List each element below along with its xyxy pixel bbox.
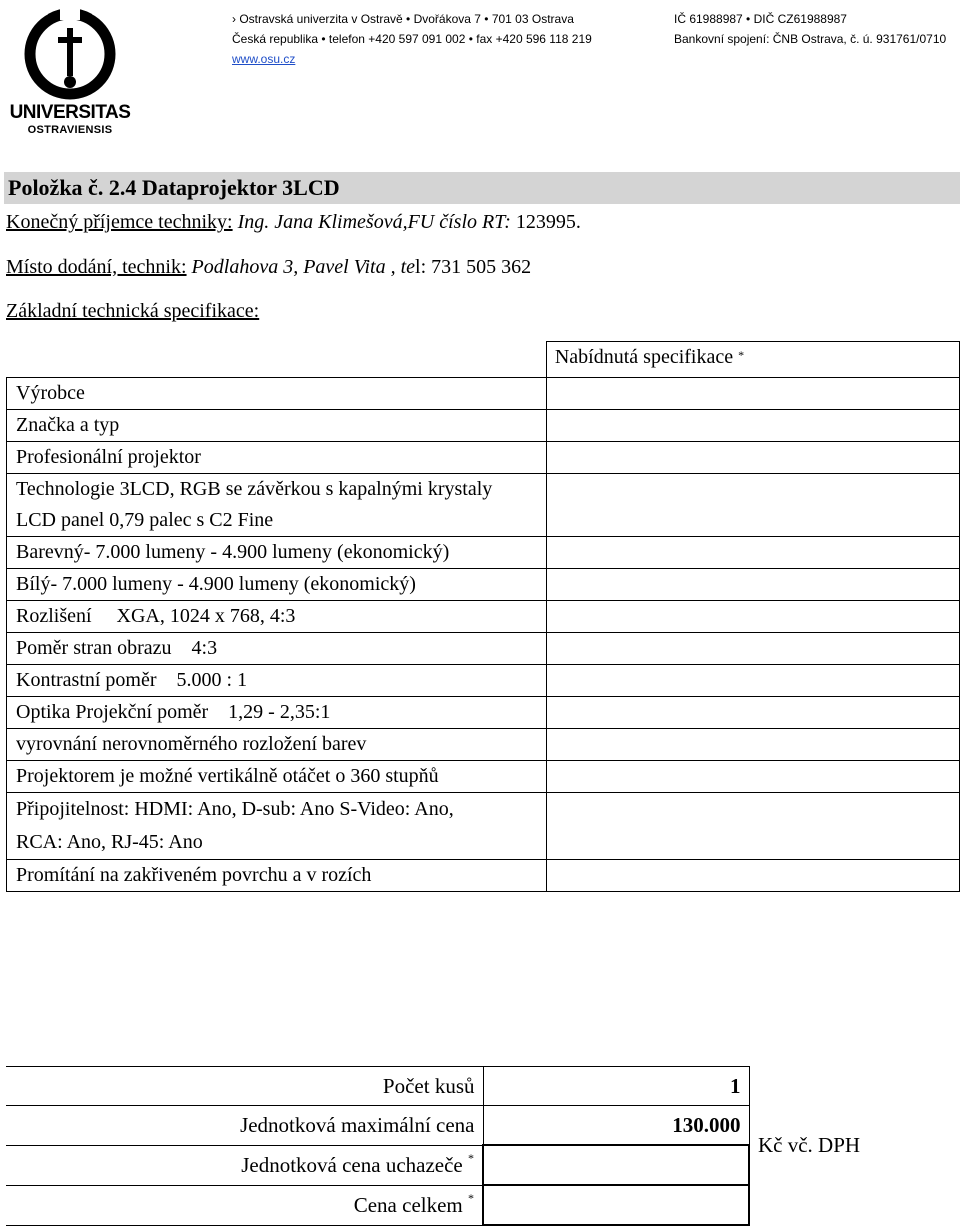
- recipient-label: Konečný příjemce techniky:: [6, 211, 233, 233]
- offered-spec-cell[interactable]: [546, 633, 959, 665]
- spec-row-label: Připojitelnost: HDMI: Ano, D-sub: Ano S-Video: Ano, RCA: Ano, RJ-45: Ano: [7, 793, 547, 860]
- price-table: [6, 1066, 956, 1226]
- university-logo: [8, 6, 132, 138]
- spec-header-blank: [7, 342, 547, 378]
- unit-price-label: Jednotková cena uchazeče *: [6, 1145, 483, 1185]
- offered-spec-cell[interactable]: [546, 665, 959, 697]
- currency-label: Kč vč. DPH: [758, 1132, 861, 1157]
- quantity-label: Počet kusů: [6, 1067, 483, 1106]
- offered-spec-cell[interactable]: [546, 474, 959, 537]
- logo-name: UNIVERSITAS: [9, 102, 131, 123]
- header-address: [232, 9, 592, 69]
- price-unit-empty: [749, 1067, 956, 1106]
- spec-row-label: Poměr stran obrazu 4:3: [7, 633, 547, 665]
- unit-price-input[interactable]: [483, 1145, 749, 1185]
- spec-row-label: Barevný- 7.000 lumeny - 4.900 lumeny (ekonomický): [7, 537, 547, 569]
- spec-row-label: Kontrastní poměr 5.000 : 1: [7, 665, 547, 697]
- spec-row-label: Rozlišení XGA, 1024 x 768, 4:3: [7, 601, 547, 633]
- spec-row-label: vyrovnání nerovnoměrného rozložení barev: [7, 729, 547, 761]
- header-ids-line: IČ 61988987 • DIČ CZ61988987: [674, 12, 847, 26]
- recipient-value: 123995.: [510, 211, 581, 233]
- delivery-value-rest: l: 731 505 362: [415, 256, 532, 278]
- total-price-input[interactable]: [483, 1185, 749, 1225]
- website-link[interactable]: www.osu.cz: [232, 52, 296, 66]
- price-unit-empty: [749, 1185, 956, 1225]
- offered-spec-cell[interactable]: [546, 410, 959, 442]
- recipient-name: Ing. Jana Klimešová,FU číslo RT:: [232, 211, 511, 233]
- offered-spec-cell[interactable]: [546, 793, 959, 860]
- section-title-bar: [4, 172, 960, 204]
- section-title: Položka č. 2.4 Dataprojektor 3LCD: [8, 175, 340, 200]
- spec-row-label: Projektorem je možné vertikálně otáčet o 360 stupňů: [7, 761, 547, 793]
- university-emblem-icon: [8, 6, 132, 102]
- asterisk-mark: *: [468, 1190, 474, 1205]
- header-bank-line: Bankovní spojení: ČNB Ostrava, č. ú. 931761/0710: [674, 32, 947, 46]
- recipient-line: [6, 211, 581, 234]
- logo-subtitle: OSTRAVIENSIS: [27, 124, 113, 136]
- delivery-label: Místo dodání, technik:: [6, 256, 187, 278]
- quantity-value: 1: [483, 1067, 749, 1106]
- spec-row-label: Výrobce: [7, 378, 547, 410]
- spec-row-label: Profesionální projektor: [7, 442, 547, 474]
- delivery-line: [6, 256, 531, 279]
- spec-label: Základní technická specifikace:: [6, 300, 260, 322]
- offered-spec-cell[interactable]: [546, 761, 959, 793]
- max-price-value: 130.000: [483, 1106, 749, 1146]
- offered-spec-cell[interactable]: [546, 442, 959, 474]
- offered-spec-cell[interactable]: [546, 860, 959, 892]
- asterisk-mark: *: [738, 348, 745, 362]
- header-address-line-1: › Ostravská univerzita v Ostravě • Dvořákova 7 • 701 03 Ostrava: [232, 12, 574, 26]
- header-company-ids: [674, 9, 946, 49]
- spec-row-label: Bílý- 7.000 lumeny - 4.900 lumeny (ekonomický): [7, 569, 547, 601]
- asterisk-mark: *: [468, 1150, 474, 1165]
- offered-spec-header: Nabídnutá specifikace *: [546, 342, 959, 378]
- spec-row-label: Značka a typ: [7, 410, 547, 442]
- spec-table: [6, 341, 960, 892]
- header-address-line-2: Česká republika • telefon +420 597 091 002 • fax +420 596 118 219: [232, 32, 592, 46]
- offered-spec-cell[interactable]: [546, 537, 959, 569]
- delivery-value-italic: Podlahova 3, Pavel Vita , te: [186, 256, 416, 278]
- offered-spec-cell[interactable]: [546, 569, 959, 601]
- offered-spec-cell[interactable]: [546, 601, 959, 633]
- offered-spec-cell[interactable]: [546, 697, 959, 729]
- spec-row-label: Optika Projekční poměr 1,29 - 2,35:1: [7, 697, 547, 729]
- spec-row-label: Technologie 3LCD, RGB se závěrkou s kapalnými krystaly LCD panel 0,79 palec s C2 Fine: [7, 474, 547, 537]
- offered-spec-cell[interactable]: [546, 378, 959, 410]
- offered-spec-cell[interactable]: [546, 729, 959, 761]
- max-price-label: Jednotková maximální cena: [6, 1106, 483, 1146]
- total-price-label: Cena celkem *: [6, 1185, 483, 1225]
- spec-row-label: Promítání na zakřiveném povrchu a v rozích: [7, 860, 547, 892]
